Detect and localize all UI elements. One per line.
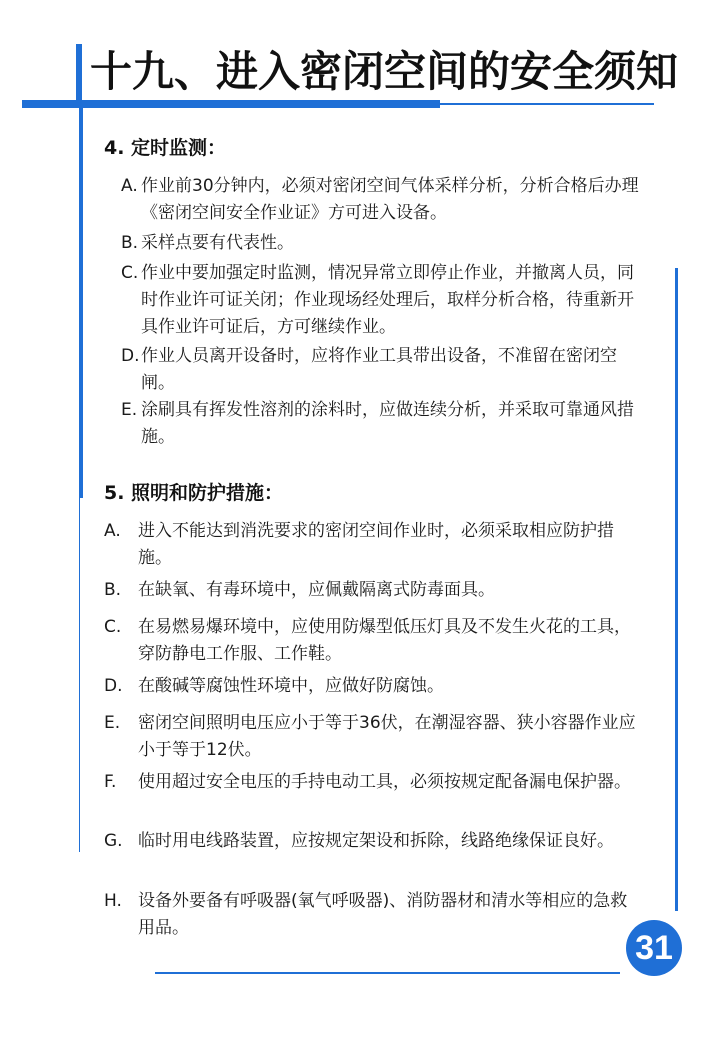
item-marker: D. [104,676,123,696]
left-thin-line [79,498,80,852]
item-marker: A. [121,176,138,196]
item-text: 作业人员离开设备时，应将作业工具带出设备，不准留在密闭空闸。 [141,346,617,393]
item-marker: H. [104,891,122,911]
list-item [104,769,636,796]
item-marker: E. [121,400,138,420]
item-text: 采样点要有代表性。 [141,233,294,253]
title-accent-bar [76,44,82,106]
item-marker: B. [104,580,122,600]
item-text: 作业前30分钟内，必须对密闭空间气体采样分析，分析合格后办理《密闭空间安全作业证》方可进入设备。 [141,176,639,223]
item-text: 临时用电线路装置，应按规定架设和拆除，线路绝缘保证良好。 [138,831,614,851]
bottom-divider [155,972,620,974]
page-number-badge: 31 [626,920,682,976]
item-marker: C. [104,617,122,637]
list-item [104,518,636,572]
item-text: 涂刷具有挥发性溶剂的涂料时，应做连续分析，并采取可靠通风措施。 [141,400,634,447]
item-marker: E. [104,713,121,733]
item-marker: D. [121,346,140,366]
list-item [104,710,636,764]
left-accent-line [79,106,83,498]
item-marker: G. [104,831,123,851]
item-marker: C. [121,263,139,283]
item-text: 在酸碱等腐蚀性环境中，应做好防腐蚀。 [138,676,444,696]
list-item [121,173,641,227]
list-item [121,230,641,257]
list-item [104,888,636,942]
list-item [121,260,641,341]
list-item [104,577,636,604]
item-marker: B. [121,233,139,253]
title-underline-thin [440,103,654,105]
item-marker: F. [104,772,117,792]
list-item [104,673,636,700]
list-item [121,343,641,397]
item-text: 作业中要加强定时监测，情况异常立即停止作业，并撤离人员，同时作业许可证关闭；作业现场经处理后，取样分析合格，待重新开具作业许可证后，方可继续作业。 [141,263,634,337]
section-heading-timed-monitoring: 4. 定时监测： [104,137,227,159]
title-underline [22,100,440,108]
right-accent-line [675,268,678,911]
page-title: 十九、进入密闭空间的安全须知 [90,47,679,96]
item-text: 密闭空间照明电压应小于等于36伏，在潮湿容器、狭小容器作业应小于等于12伏。 [138,713,636,760]
list-item [121,397,641,451]
section-heading-lighting-protection: 5. 照明和防护措施： [104,482,284,504]
list-item [104,828,636,855]
item-text: 在易燃易爆环境中，应使用防爆型低压灯具及不发生火花的工具，穿防静电工作服、工作鞋。 [138,617,631,664]
item-marker: A. [104,521,121,541]
list-item [104,614,636,668]
item-text: 使用超过安全电压的手持电动工具，必须按规定配备漏电保护器。 [138,772,631,792]
item-text: 在缺氧、有毒环境中，应佩戴隔离式防毒面具。 [138,580,495,600]
item-text: 进入不能达到消洗要求的密闭空间作业时，必须采取相应防护措施。 [138,521,614,568]
item-text: 设备外要备有呼吸器(氧气呼吸器)、消防器材和清水等相应的急救用品。 [138,891,628,938]
